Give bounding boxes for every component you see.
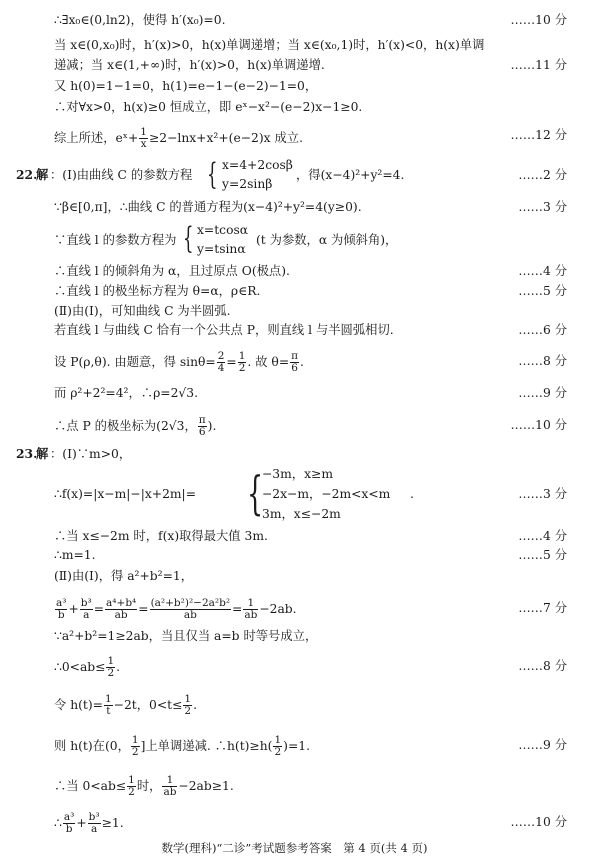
text-segment: )=1. (283, 739, 310, 753)
case-line: −3m，x≥m (262, 467, 333, 481)
text-segment: 时， (136, 779, 162, 793)
fraction (150, 598, 231, 621)
numerator: π (291, 350, 299, 362)
numerator: 1 (184, 693, 192, 705)
text-line (54, 812, 124, 835)
text-line (54, 415, 216, 438)
text-line: 若直线 l 与曲线 C 恰有一个公共点 P，则直线 l 与半圆弧相切. (54, 323, 394, 337)
text-line: ∴∃x₀∈(0,ln2)，使得 h′(x₀)=0. (54, 13, 226, 27)
numerator: 1 (238, 350, 246, 362)
text-line: ∴直线 l 的极坐标方程为 θ=α，ρ∈R. (54, 284, 261, 298)
denominator: 2 (107, 667, 115, 679)
solution-label: 解 (36, 446, 49, 461)
numerator: a³ (63, 811, 75, 823)
denominator: t (106, 705, 111, 717)
score-mark: ……9 分 (518, 738, 567, 752)
text-line (54, 656, 120, 679)
text-segment: −2ab. (259, 602, 297, 616)
score-mark: ……3 分 (518, 487, 567, 501)
fraction (162, 775, 177, 798)
text-segment: 设 P(ρ,θ). 由题意，得 sinθ= (54, 355, 216, 369)
text-segment: . 故 θ= (247, 355, 290, 369)
problem-number: 22. (16, 167, 38, 182)
numerator: b³ (80, 597, 92, 609)
fraction (139, 127, 148, 150)
text-segment: ≥2−lnx+x²+(e−2)x 成立. (148, 131, 304, 145)
left-brace: { (207, 157, 218, 192)
numerator: 1 (162, 775, 177, 787)
solution-label: 解 (36, 167, 49, 182)
text-segment: = (138, 602, 149, 616)
numerator: 1 (140, 126, 147, 138)
text-line: 又 h(0)=1−1=0，h(1)=e−1−(e−2)−1=0， (54, 79, 318, 93)
denominator: 2 (184, 705, 192, 717)
fraction (198, 415, 207, 438)
text-segment: ]上单调递减. ∴h(t)≥h( (140, 739, 273, 753)
denominator: 2 (131, 746, 139, 758)
case-line: 3m，x≤−2m (262, 507, 341, 521)
denominator: b (65, 823, 73, 835)
text-line: ，得(x−4)²+y²=4. (296, 168, 405, 182)
fraction (243, 598, 258, 621)
fraction (105, 598, 137, 621)
fraction (131, 735, 140, 758)
text-line: . (410, 487, 414, 501)
case-line: y=tsinα (197, 242, 246, 256)
text-line: ∴对∀x>0，h(x)≥0 恒成立，即 eˣ−x²−(e−2)x−1≥0. (54, 100, 363, 114)
left-brace: { (247, 466, 264, 520)
text-line (54, 775, 234, 798)
text-line: ∴m=1. (54, 548, 96, 562)
text-line: 递减；当 x∈(1,+∞)时，h′(x)>0，h(x)单调递增. (54, 58, 325, 72)
text-segment: 综上所述，eˣ+ (54, 131, 139, 145)
denominator: 4 (217, 362, 225, 374)
text-line: ：(Ⅰ)∵m>0， (50, 447, 132, 461)
score-mark: ……10 分 (510, 815, 567, 829)
denominator: ab (244, 609, 258, 621)
case-line: x=tcosα (197, 223, 249, 237)
denominator: a (90, 823, 98, 835)
text-line: (Ⅱ)由(Ⅰ)，得 a²+b²=1， (54, 569, 193, 583)
text-line (54, 598, 297, 621)
score-mark: ……12 分 (510, 128, 567, 142)
text-segment: −2ab≥1. (178, 779, 234, 793)
denominator: x (140, 138, 147, 150)
text-line: 当 x∈(0,x₀)时，h′(x)>0，h(x)单调递增；当 x∈(x₀,1)时，h′(x)<0，h(x)单调 (54, 38, 485, 52)
text-line: 而 ρ²+2²=4²，∴ρ=2√3. (54, 386, 198, 400)
numerator: 1 (274, 734, 282, 746)
score-mark: ……11 分 (510, 58, 567, 72)
numerator: 1 (104, 693, 112, 705)
fraction (127, 775, 136, 798)
fraction (104, 694, 113, 717)
text-line (54, 351, 304, 374)
numerator: a⁴+b⁴ (106, 597, 137, 609)
score-mark: ……4 分 (518, 264, 567, 278)
score-mark: ……9 分 (518, 386, 567, 400)
problem-number: 23. (16, 446, 38, 461)
numerator: π (198, 414, 206, 426)
text-line: (Ⅱ)由(Ⅰ)，可知曲线 C 为半圆弧. (54, 304, 231, 318)
text-line (54, 735, 310, 758)
numerator: 1 (243, 598, 258, 610)
text-segment: ≥1. (101, 816, 124, 830)
fraction (55, 598, 67, 621)
denominator: ab (114, 609, 128, 621)
fraction (217, 351, 226, 374)
left-brace: { (183, 221, 194, 256)
denominator: 2 (274, 746, 282, 758)
text-segment: ∴点 P 的极坐标为(2√3， (54, 419, 197, 433)
text-segment: ). (207, 419, 217, 433)
text-line: ∵β∈[0,π]，∴曲线 C 的普通方程为(x−4)²+y²=4(y≥0). (54, 200, 362, 214)
numerator: 1 (107, 655, 115, 667)
text-segment: = (226, 355, 237, 369)
text-segment: . (300, 355, 304, 369)
fraction (63, 812, 75, 835)
text-line: ：(Ⅰ)由曲线 C 的参数方程 (50, 168, 193, 182)
score-mark: ……8 分 (518, 659, 567, 673)
denominator: 2 (128, 786, 135, 798)
text-line: ∴直线 l 的倾斜角为 α，且过原点 O(极点). (54, 264, 290, 278)
numerator: 1 (131, 734, 139, 746)
text-line: ∵a²+b²=1≥2ab，当且仅当 a=b 时等号成立， (54, 629, 318, 643)
text-segment: ∴ (54, 816, 62, 830)
score-mark: ……10 分 (510, 13, 567, 27)
case-line: y=2sinβ (222, 177, 273, 191)
text-segment: 令 h(t)= (54, 698, 103, 712)
text-line: ∵直线 l 的参数方程为 (54, 233, 177, 247)
numerator: a³ (56, 597, 67, 609)
denominator: 6 (291, 362, 298, 374)
score-mark: ……7 分 (518, 601, 567, 615)
score-mark: ……2 分 (518, 168, 567, 182)
denominator: ab (183, 609, 197, 621)
fraction (290, 351, 299, 374)
text-line: ∴f(x)=|x−m|−|x+2m|= (54, 487, 197, 501)
score-mark: ……10 分 (510, 418, 567, 432)
denominator: a (83, 609, 90, 621)
text-line (54, 127, 303, 150)
text-segment: = (93, 602, 105, 616)
text-line: (t 为参数，α 为倾斜角)， (256, 233, 398, 247)
score-mark: ……8 分 (518, 354, 567, 368)
text-segment: ∴0<ab≤ (54, 660, 106, 674)
score-mark: ……5 分 (518, 284, 567, 298)
numerator: (a²+b²)²−2a²b² (150, 597, 231, 609)
text-segment: ∴当 0<ab≤ (54, 779, 127, 793)
score-mark: ……3 分 (518, 200, 567, 214)
fraction (88, 812, 101, 835)
fraction (273, 735, 282, 758)
fraction (183, 694, 192, 717)
text-segment: + (68, 602, 79, 616)
case-line: x=4+2cosβ (222, 158, 293, 172)
text-segment: −2t，0<t≤ (113, 698, 183, 712)
fraction (106, 656, 115, 679)
text-segment: . (116, 660, 121, 674)
text-segment: . (193, 698, 198, 712)
text-segment: 则 h(t)在(0， (54, 739, 130, 753)
fraction (80, 598, 93, 621)
denominator: b (57, 609, 65, 621)
numerator: b³ (88, 811, 100, 823)
denominator: 6 (198, 426, 206, 438)
fraction (238, 351, 247, 374)
denominator: 2 (238, 362, 246, 374)
text-segment: + (76, 816, 87, 830)
denominator: ab (163, 786, 177, 798)
score-mark: ……4 分 (518, 529, 567, 543)
text-line (54, 694, 197, 717)
numerator: 2 (217, 350, 225, 362)
text-segment: = (232, 602, 243, 616)
page-footer: 数学(理科)“二诊”考试题参考答案 第 4 页(共 4 页) (161, 841, 428, 855)
score-mark: ……5 分 (518, 548, 567, 562)
score-mark: ……6 分 (518, 323, 567, 337)
numerator: 1 (128, 774, 135, 786)
case-line: −2x−m，−2m<x<m (262, 487, 391, 501)
text-line: ∴当 x≤−2m 时，f(x)取得最大值 3m. (54, 529, 268, 543)
